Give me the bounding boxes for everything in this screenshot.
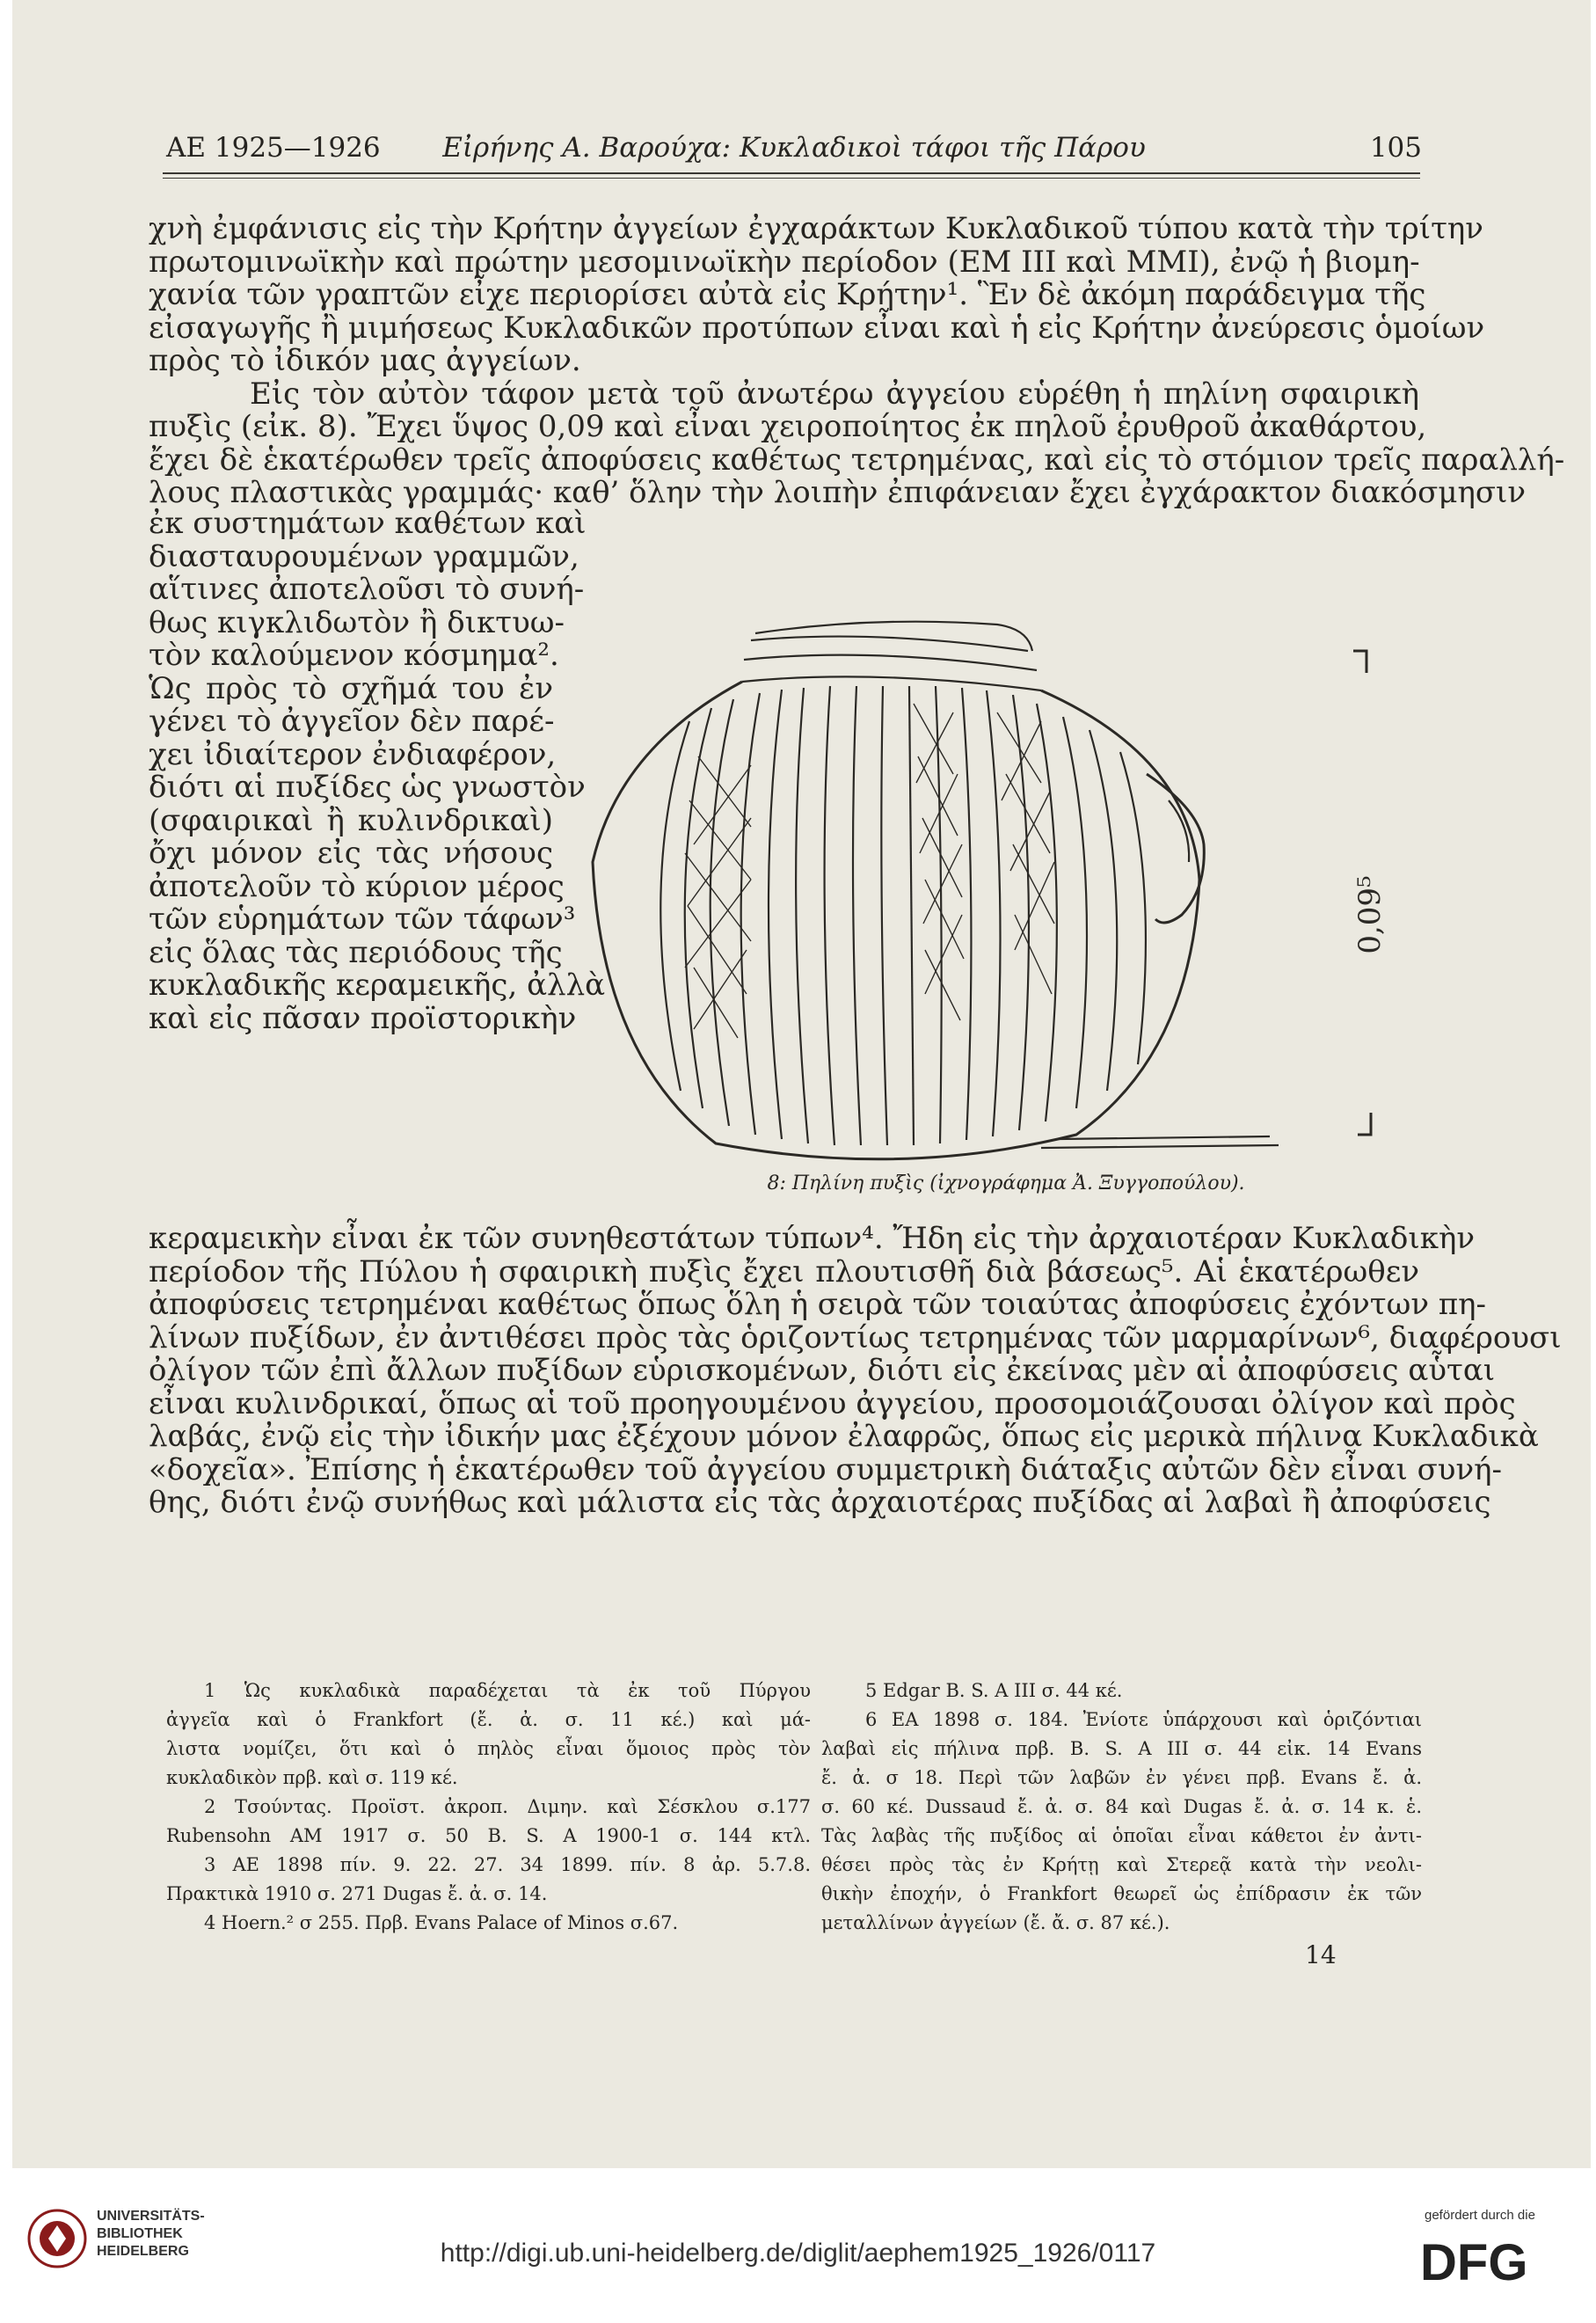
footnote-line: 3 ΑΕ 1898 πίν. 9. 22. 27. 34 1899. πίν. 8 ἀρ. 5.7.8.: [204, 1854, 811, 1875]
figure-caption: 8: Πηλίνη πυξὶς (ἰχνογράφημα Ἀ. Ξυγγοπούλου).: [767, 1172, 1245, 1194]
text-line: ἔχει δὲ ἑκατέρωθεν τρεῖς ἀποφύσεις καθέτως τετρημένας, καὶ εἰς τὸ στόμιον τρεῖς παραλλή-: [149, 442, 1565, 478]
footnote-line: Rubensohn AM 1917 σ. 50 B. S. A 1900-1 σ. 144 κτλ.: [166, 1825, 811, 1846]
text-line: διασταυρουμένων γραμμῶν,: [149, 538, 579, 574]
text-line: καὶ εἰς πᾶσαν προϊστορικὴν: [149, 1000, 577, 1036]
text-line: ὄχι μόνον εἰς τὰς νήσους: [149, 836, 553, 871]
dfg-logo-text: DFG: [1420, 2234, 1528, 2287]
text-line: λαβάς, ἐνῷ εἰς τὴν ἰδικήν μας ἐξέχουν μόνον ἐλαφρῶς, ὅπως εἰς μερικὰ πήλινα Κυκλαδικὰ: [149, 1419, 1539, 1454]
text-line: κεραμεικὴν εἶναι ἐκ τῶν συνηθεστάτων τύπων⁴. Ἤδη εἰς τὴν ἀρχαιοτέραν Κυκλαδικὴν: [149, 1221, 1476, 1256]
text-line: ὀλίγον τῶν ἐπὶ ἄλλων πυξίδων εὑρισκομένων, διότι εἰς ἐκείνας μὲν αἱ ἀποφύσεις αὗται: [149, 1353, 1496, 1388]
footnote-line: κυκλαδικὸν πρβ. καὶ σ. 119 κέ.: [166, 1767, 458, 1788]
text-line: Εἰς τὸν αὐτὸν τάφον μετὰ τοῦ ἀνωτέρω ἀγγείου εὑρέθη ἡ πηλίνη σφαιρικὴ: [250, 376, 1419, 412]
funder-text: gefördert durch die: [1425, 2208, 1535, 2223]
text-line: ἀποτελοῦν τὸ κύριον μέρος: [149, 868, 565, 904]
text-line: αἵτινες ἀποτελοῦσι τὸ συνή-: [149, 572, 585, 607]
text-line: λίνων πυξίδων, ἐν ἀντιθέσει πρὸς τὰς ὁριζοντίως τετρημένας τῶν μαρμαρίνων⁶, διαφέρουσι: [149, 1319, 1562, 1355]
text-line: ἐκ συστημάτων καθέτων καὶ: [149, 506, 587, 541]
scanned-page: [12, 0, 1591, 2168]
text-line: πυξὶς (εἰκ. 8). Ἔχει ὕψος 0,09 καὶ εἶναι χειροποίητος ἐκ πηλοῦ ἐρυθροῦ ἀκαθάρτου,: [149, 409, 1427, 444]
footnote-line: λαβαὶ εἰς πήλινα πρβ. B. S. A III σ. 44 εἰκ. 14 Evans: [821, 1738, 1422, 1759]
footnote-line: θέσει πρὸς τὰς ἐν Κρήτῃ καὶ Στερεᾷ κατὰ τὴν νεολι-: [821, 1854, 1422, 1875]
text-line: «δοχεῖα». Ἐπίσης ἡ ἑκατέρωθεν τοῦ ἀγγείου συμμετρικὴ διάταξις αὐτῶν δὲν εἶναι συνή-: [149, 1451, 1502, 1487]
footnote-line: 6 ΕΑ 1898 σ. 184. Ἐνίοτε ὑπάρχουσι καὶ ὁριζόντιαι: [865, 1709, 1422, 1730]
footnote-line: θικὴν ἐποχήν, ὁ Frankfort θεωρεῖ ὡς ἐπίδρασιν ἐκ τῶν: [821, 1883, 1422, 1904]
page-number: 105: [1369, 132, 1422, 164]
running-head: [166, 132, 1422, 176]
footnote-line: Τὰς λαβὰς τῆς πυξίδος αἱ ὁποῖαι εἶναι κάθετοι ἐν ἀντι-: [821, 1825, 1422, 1846]
text-line: λους πλαστικὰς γραμμάς· καθ’ ὅλην τὴν λοιπὴν ἐπιφάνειαν ἔχει ἐγχάρακτον διακόσμησιν: [149, 475, 1527, 510]
article-title: Εἰρήνης Α. Βαρούχα: Κυκλαδικοὶ τάφοι τῆς Πάρου: [442, 132, 1146, 164]
library-line-3: HEIDELBERG: [97, 2244, 189, 2259]
footnote-line: 4 Hoern.² σ 255. Πρβ. Evans Palace of Minos σ.67.: [204, 1912, 679, 1933]
text-line: εἰς ὅλας τὰς περιόδους τῆς: [149, 934, 563, 970]
footnote-line: 2 Τσούντας. Προϊστ. ἀκροπ. Διμην. καὶ Σέσκλου σ.177: [204, 1796, 811, 1817]
text-line: κυκλαδικῆς κεραμεικῆς, ἀλλὰ: [149, 968, 606, 1003]
text-line: τῶν εὑρημάτων τῶν τάφων³: [149, 902, 576, 937]
text-line: πρὸς τὸ ἰδικόν μας ἀγγείων.: [149, 343, 581, 378]
height-label: 0,09⁵: [1352, 875, 1388, 954]
text-line: θως κιγκλιδωτὸν ἢ δικτυω-: [149, 604, 565, 640]
text-line: θης, διότι ἐνῷ συνήθως καὶ μάλιστα εἰς τὰς ἀρχαιοτέρας πυξίδας αἱ λαβαὶ ἢ ἀποφύσεις: [149, 1485, 1491, 1520]
footnote-line: Πρακτικὰ 1910 σ. 271 Dugas ἔ. ἀ. σ. 14.: [166, 1883, 548, 1904]
text-line: εἶναι κυλινδρικαί, ὅπως αἱ τοῦ προηγουμένου ἀγγείου, προσομοιάζουσαι ὀλίγον καὶ πρὸς: [149, 1385, 1516, 1421]
text-line: χει ἰδιαίτερον ἐνδιαφέρον,: [149, 736, 557, 772]
text-line: (σφαιρικαὶ ἢ κυλινδρικαὶ): [149, 802, 553, 838]
text-line: περίοδον τῆς Πύλου ἡ σφαιρικὴ πυξὶς ἔχει πλουτισθῆ διὰ βάσεως⁵. Αἱ ἑκατέρωθεν: [149, 1253, 1419, 1289]
journal-volume: ΑΕ 1925—1926: [166, 132, 381, 164]
footnote-line: μεταλλίνων ἀγγείων (ἔ. ἄ. σ. 87 κέ.).: [821, 1912, 1170, 1933]
footnote-line: λιστα νομίζει, ὅτι καὶ ὁ πηλὸς εἶναι ὅμοιος πρὸς τὸν: [166, 1738, 811, 1759]
text-line: Ὡς πρὸς τὸ σχῆμά του ἐν: [149, 670, 553, 706]
header-rule: [163, 172, 1420, 179]
library-line-2: BIBLIOTHEK: [97, 2226, 183, 2241]
text-line: πρωτομινωϊκὴν καὶ πρώτην μεσομινωϊκὴν περίοδον (ΕΜ ΙΙΙ καὶ ΜΜΙ), ἐνῷ ἡ βιομη-: [149, 244, 1420, 280]
footnote-line: 5 Edgar B. S. A III σ. 44 κέ.: [865, 1680, 1123, 1701]
text-line: γένει τὸ ἀγγεῖον δὲν παρέ-: [149, 704, 555, 739]
text-line: διότι αἱ πυξίδες ὡς γνωστὸν: [149, 770, 586, 805]
pyxis-drawing: [584, 598, 1428, 1170]
footnote-line: 1 Ὡς κυκλαδικὰ παραδέχεται τὰ ἐκ τοῦ Πύργου: [204, 1680, 811, 1701]
text-line: χνὴ ἐμφάνισις εἰς τὴν Κρήτην ἀγγείων ἐγχαράκτων Κυκλαδικοῦ τύπου κατὰ τὴν τρίτην: [149, 211, 1483, 246]
signature-mark: 14: [1305, 1940, 1337, 1969]
permalink-url[interactable]: http://digi.ub.uni-heidelberg.de/diglit/aephem1925_1926/0117: [440, 2239, 1156, 2268]
footnote-line: σ. 60 κέ. Dussaud ἔ. ἀ. σ. 84 καὶ Dugas ἔ. ἀ. σ. 14 κ. ἑ.: [821, 1796, 1422, 1817]
footnote-line: ἔ. ἀ. σ 18. Περὶ τῶν λαβῶν ἐν γένει πρβ. Evans ἔ. ἀ.: [821, 1767, 1422, 1788]
dfg-logo: [1420, 2234, 1571, 2287]
footnote-line: ἀγγεῖα καὶ ὁ Frankfort (ἔ. ἀ. σ. 11 κέ.) καὶ μά-: [166, 1709, 811, 1730]
text-line: τὸν καλούμενον κόσμημα².: [149, 638, 559, 673]
library-line-1: UNIVERSITÄTS-: [97, 2209, 205, 2224]
text-line: χανία τῶν γραπτῶν εἶχε περιορίσει αὐτὰ εἰς Κρήτην¹. Ἓν δὲ ἀκόμη παράδειγμα τῆς: [149, 277, 1426, 312]
text-line: εἰσαγωγῆς ἢ μιμήσεως Κυκλαδικῶν προτύπων εἶναι καὶ ἡ εἰς Κρήτην ἀνεύρεσις ὁμοίων: [149, 310, 1485, 346]
text-line: ἀποφύσεις τετρημέναι καθέτως ὅπως ὅλη ἡ σειρὰ τῶν τοιαύτας ἀποφύσεις ἐχόντων πη-: [149, 1287, 1487, 1322]
